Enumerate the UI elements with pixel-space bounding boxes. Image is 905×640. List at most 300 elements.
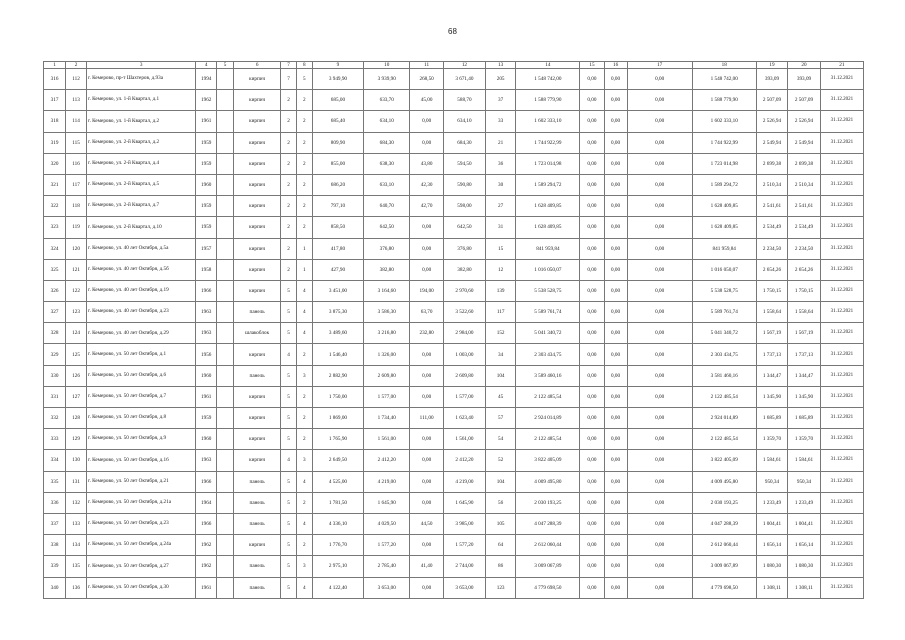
residents-cell: 21	[485, 132, 515, 153]
wall-material-cell: панель	[234, 365, 281, 386]
total-cost-cell: 1 628 409,85	[692, 196, 756, 217]
cost-part-2-cell: 0,00	[604, 280, 627, 301]
living-area-cell: 382,80	[364, 259, 410, 280]
cost-per-m2-cell: 1 345,90	[756, 386, 787, 407]
table-row	[44, 153, 864, 174]
cost-per-m2-cell: 1 344,47	[756, 365, 787, 386]
floors-cell: 4	[281, 450, 297, 471]
max-cost-per-m2-cell: 1 567,19	[788, 323, 821, 344]
entrances-cell: 2	[296, 196, 312, 217]
entrances-cell: 4	[296, 280, 312, 301]
table-row	[44, 280, 864, 301]
repair-cost-cell: 2 122 485,54	[516, 386, 580, 407]
col5-cell	[217, 111, 234, 132]
max-cost-per-m2-cell: 2 699,38	[788, 153, 821, 174]
list-number-cell: 126	[66, 365, 87, 386]
list-number-cell: 119	[66, 217, 87, 238]
residents-cell: 205	[485, 69, 515, 90]
cost-part-3-cell: 0,00	[627, 577, 692, 598]
cost-part-1-cell: 0,00	[580, 386, 604, 407]
column-number-row	[44, 62, 864, 69]
nonliving-area-cell: 44,50	[410, 513, 444, 534]
nonliving-area-cell: 0,00	[410, 217, 444, 238]
cost-per-m2-cell: 1 567,19	[756, 323, 787, 344]
cost-part-2-cell: 0,00	[604, 429, 627, 450]
nonliving-area-cell: 0,00	[410, 450, 444, 471]
nonliving-area-cell: 232,80	[410, 323, 444, 344]
col5-cell	[217, 69, 234, 90]
completion-date-cell: 31.12.2021	[820, 365, 863, 386]
wall-material-cell: панель	[234, 577, 281, 598]
completion-date-cell: 31.12.2021	[820, 535, 863, 556]
cost-part-3-cell: 0,00	[627, 344, 692, 365]
list-number-cell: 124	[66, 323, 87, 344]
cost-per-m2-cell: 950,34	[756, 471, 787, 492]
build-year-cell: 1994	[196, 69, 217, 90]
completion-date-cell: 31.12.2021	[820, 492, 863, 513]
cost-per-m2-cell: 1 737,13	[756, 344, 787, 365]
cost-part-1-cell: 0,00	[580, 344, 604, 365]
cost-part-2-cell: 0,00	[604, 323, 627, 344]
list-number-cell: 135	[66, 556, 87, 577]
column-header: 10	[364, 62, 410, 69]
address-cell: г. Кемерово, ул. 50 лет Октября, д.21а	[87, 492, 196, 513]
table-row	[44, 408, 864, 429]
wall-material-cell: панель	[234, 492, 281, 513]
address-cell: г. Кемерово, ул. 50 лет Октября, д.8	[87, 408, 196, 429]
row-number-cell: 327	[44, 302, 66, 323]
completion-date-cell: 31.12.2021	[820, 513, 863, 534]
list-number-cell: 136	[66, 577, 87, 598]
cost-part-2-cell: 0,00	[604, 471, 627, 492]
total-area-cell: 4 525,00	[312, 471, 363, 492]
residential-area-cell: 2 984,00	[443, 323, 485, 344]
total-cost-cell: 1 589 294,72	[692, 174, 756, 195]
total-area-cell: 685,00	[312, 90, 363, 111]
column-header: 4	[196, 62, 217, 69]
table-row	[44, 386, 864, 407]
residential-area-cell: 634,10	[443, 111, 485, 132]
address-cell: г. Кемерово, ул. 2-й Квартал, д.4	[87, 153, 196, 174]
column-header: 11	[410, 62, 444, 69]
repair-cost-cell: 2 303 434,75	[516, 344, 580, 365]
list-number-cell: 123	[66, 302, 87, 323]
max-cost-per-m2-cell: 1 308,11	[788, 577, 821, 598]
list-number-cell: 120	[66, 238, 87, 259]
build-year-cell: 1961	[196, 386, 217, 407]
entrances-cell: 5	[296, 69, 312, 90]
total-area-cell: 1 869,00	[312, 408, 363, 429]
col5-cell	[217, 280, 234, 301]
cost-part-2-cell: 0,00	[604, 132, 627, 153]
cost-per-m2-cell: 2 234,50	[756, 238, 787, 259]
row-number-cell: 340	[44, 577, 66, 598]
address-cell: г. Кемерово, ул. 50 лет Октября, д.16	[87, 450, 196, 471]
address-cell: г. Кемерово, ул. 2-й Квартал, д.7	[87, 196, 196, 217]
cost-part-2-cell: 0,00	[604, 344, 627, 365]
total-cost-cell: 3 009 067,89	[692, 556, 756, 577]
max-cost-per-m2-cell: 1 584,61	[788, 450, 821, 471]
col5-cell	[217, 556, 234, 577]
build-year-cell: 1959	[196, 408, 217, 429]
total-cost-cell: 1 548 742,00	[692, 69, 756, 90]
completion-date-cell: 31.12.2021	[820, 238, 863, 259]
address-cell: г. Кемерово, ул. 50 лет Октября, д.27	[87, 556, 196, 577]
completion-date-cell: 31.12.2021	[820, 323, 863, 344]
wall-material-cell: кирпич	[234, 238, 281, 259]
cost-part-2-cell: 0,00	[604, 69, 627, 90]
total-area-cell: 686,20	[312, 174, 363, 195]
build-year-cell: 1966	[196, 280, 217, 301]
residential-area-cell: 1 561,00	[443, 429, 485, 450]
wall-material-cell: кирпич	[234, 429, 281, 450]
column-header: 15	[580, 62, 604, 69]
cost-part-3-cell: 0,00	[627, 238, 692, 259]
total-area-cell: 3 875,30	[312, 302, 363, 323]
repair-cost-cell: 4 009 495,80	[516, 471, 580, 492]
residents-cell: 139	[485, 280, 515, 301]
floors-cell: 4	[281, 344, 297, 365]
residential-area-cell: 642,50	[443, 217, 485, 238]
wall-material-cell: панель	[234, 556, 281, 577]
col5-cell	[217, 196, 234, 217]
page-number: 68	[448, 27, 457, 36]
cost-part-3-cell: 0,00	[627, 408, 692, 429]
repair-cost-cell: 1 628 409,85	[516, 196, 580, 217]
address-cell: г. Кемерово, ул. 50 лет Октября, д.6	[87, 365, 196, 386]
residential-area-cell: 594,50	[443, 153, 485, 174]
cost-per-m2-cell: 1 685,89	[756, 408, 787, 429]
floors-cell: 5	[281, 513, 297, 534]
column-header: 8	[296, 62, 312, 69]
address-cell: г. Кемерово, ул. 50 лет Октября, д.23	[87, 513, 196, 534]
repair-cost-cell: 2 612 060,44	[516, 535, 580, 556]
cost-part-2-cell: 0,00	[604, 196, 627, 217]
wall-material-cell: кирпич	[234, 217, 281, 238]
list-number-cell: 129	[66, 429, 87, 450]
wall-material-cell: кирпич	[234, 69, 281, 90]
repair-cost-cell: 841 959,84	[516, 238, 580, 259]
total-area-cell: 3 949,90	[312, 69, 363, 90]
build-year-cell: 1962	[196, 556, 217, 577]
address-cell: г. Кемерово, ул. 40 лет Октября, д.23	[87, 302, 196, 323]
list-number-cell: 116	[66, 153, 87, 174]
entrances-cell: 3	[296, 450, 312, 471]
max-cost-per-m2-cell: 1 737,13	[788, 344, 821, 365]
row-number-cell: 335	[44, 471, 66, 492]
living-area-cell: 2 412,20	[364, 450, 410, 471]
residential-area-cell: 3 522,60	[443, 302, 485, 323]
completion-date-cell: 31.12.2021	[820, 69, 863, 90]
completion-date-cell: 31.12.2021	[820, 408, 863, 429]
total-cost-cell: 1 723 014,98	[692, 153, 756, 174]
floors-cell: 5	[281, 492, 297, 513]
cost-part-3-cell: 0,00	[627, 259, 692, 280]
total-cost-cell: 5 589 761,74	[692, 302, 756, 323]
nonliving-area-cell: 0,00	[410, 111, 444, 132]
total-cost-cell: 3 822 405,09	[692, 450, 756, 471]
wall-material-cell: кирпич	[234, 535, 281, 556]
cost-per-m2-cell: 1 233,49	[756, 492, 787, 513]
table-row	[44, 259, 864, 280]
col5-cell	[217, 429, 234, 450]
table-row	[44, 429, 864, 450]
completion-date-cell: 31.12.2021	[820, 132, 863, 153]
repair-cost-cell: 1 016 050,07	[516, 259, 580, 280]
residents-cell: 27	[485, 196, 515, 217]
nonliving-area-cell: 0,00	[410, 386, 444, 407]
nonliving-area-cell: 42,70	[410, 196, 444, 217]
cost-part-3-cell: 0,00	[627, 535, 692, 556]
entrances-cell: 2	[296, 217, 312, 238]
repair-cost-cell: 5 589 761,74	[516, 302, 580, 323]
cost-per-m2-cell: 2 699,38	[756, 153, 787, 174]
completion-date-cell: 31.12.2021	[820, 90, 863, 111]
residents-cell: 31	[485, 217, 515, 238]
wall-material-cell: кирпич	[234, 386, 281, 407]
address-cell: г. Кемерово, пр-т Шахтеров, д.93а	[87, 69, 196, 90]
nonliving-area-cell: 42,30	[410, 174, 444, 195]
max-cost-per-m2-cell: 1 359,70	[788, 429, 821, 450]
entrances-cell: 4	[296, 471, 312, 492]
entrances-cell: 2	[296, 535, 312, 556]
total-cost-cell: 2 303 434,75	[692, 344, 756, 365]
col5-cell	[217, 217, 234, 238]
living-area-cell: 4 029,50	[364, 513, 410, 534]
col5-cell	[217, 535, 234, 556]
max-cost-per-m2-cell: 1 080,30	[788, 556, 821, 577]
column-header: 5	[217, 62, 234, 69]
max-cost-per-m2-cell: 2 549,94	[788, 132, 821, 153]
living-area-cell: 2 609,80	[364, 365, 410, 386]
residents-cell: 34	[485, 344, 515, 365]
cost-part-1-cell: 0,00	[580, 323, 604, 344]
build-year-cell: 1959	[196, 132, 217, 153]
col5-cell	[217, 259, 234, 280]
col5-cell	[217, 323, 234, 344]
total-area-cell: 4 122,40	[312, 577, 363, 598]
row-number-cell: 334	[44, 450, 66, 471]
list-number-cell: 115	[66, 132, 87, 153]
cost-per-m2-cell: 2 654,26	[756, 259, 787, 280]
list-number-cell: 117	[66, 174, 87, 195]
cost-per-m2-cell: 1 656,14	[756, 535, 787, 556]
cost-part-3-cell: 0,00	[627, 429, 692, 450]
cost-part-1-cell: 0,00	[580, 365, 604, 386]
row-number-cell: 338	[44, 535, 66, 556]
nonliving-area-cell: 41,40	[410, 556, 444, 577]
nonliving-area-cell: 0,00	[410, 365, 444, 386]
total-cost-cell: 5 538 528,75	[692, 280, 756, 301]
cost-part-2-cell: 0,00	[604, 386, 627, 407]
col5-cell	[217, 492, 234, 513]
total-area-cell: 797,10	[312, 196, 363, 217]
cost-part-3-cell: 0,00	[627, 153, 692, 174]
floors-cell: 2	[281, 259, 297, 280]
max-cost-per-m2-cell: 1 750,15	[788, 280, 821, 301]
column-header: 6	[234, 62, 281, 69]
entrances-cell: 2	[296, 153, 312, 174]
col5-cell	[217, 386, 234, 407]
repair-cost-cell: 3 822 405,09	[516, 450, 580, 471]
col5-cell	[217, 513, 234, 534]
housing-registry-table	[43, 61, 864, 599]
row-number-cell: 326	[44, 280, 66, 301]
address-cell: г. Кемерово, ул. 40 лет Октября, д.29	[87, 323, 196, 344]
col5-cell	[217, 471, 234, 492]
cost-part-3-cell: 0,00	[627, 174, 692, 195]
entrances-cell: 2	[296, 429, 312, 450]
max-cost-per-m2-cell: 2 526,94	[788, 111, 821, 132]
address-cell: г. Кемерово, ул. 1-й Квартал, д.1	[87, 90, 196, 111]
total-cost-cell: 2 122 485,54	[692, 429, 756, 450]
wall-material-cell: шлакоблок	[234, 323, 281, 344]
cost-part-1-cell: 0,00	[580, 577, 604, 598]
wall-material-cell: кирпич	[234, 408, 281, 429]
living-area-cell: 642,50	[364, 217, 410, 238]
col5-cell	[217, 450, 234, 471]
total-cost-cell: 1 744 922,99	[692, 132, 756, 153]
address-cell: г. Кемерово, ул. 2-й Квартал, д.5	[87, 174, 196, 195]
cost-part-2-cell: 0,00	[604, 153, 627, 174]
repair-cost-cell: 1 602 333,10	[516, 111, 580, 132]
cost-part-3-cell: 0,00	[627, 69, 692, 90]
repair-cost-cell: 1 723 014,98	[516, 153, 580, 174]
total-area-cell: 809,90	[312, 132, 363, 153]
living-area-cell: 1 577,00	[364, 386, 410, 407]
total-cost-cell: 2 612 060,44	[692, 535, 756, 556]
floors-cell: 2	[281, 196, 297, 217]
build-year-cell: 1956	[196, 344, 217, 365]
row-number-cell: 333	[44, 429, 66, 450]
entrances-cell: 1	[296, 238, 312, 259]
residential-area-cell: 588,70	[443, 90, 485, 111]
nonliving-area-cell: 0,00	[410, 344, 444, 365]
cost-part-3-cell: 0,00	[627, 492, 692, 513]
total-area-cell: 3 451,00	[312, 280, 363, 301]
wall-material-cell: кирпич	[234, 280, 281, 301]
completion-date-cell: 31.12.2021	[820, 302, 863, 323]
total-area-cell: 3 489,60	[312, 323, 363, 344]
cost-part-1-cell: 0,00	[580, 302, 604, 323]
floors-cell: 2	[281, 90, 297, 111]
row-number-cell: 322	[44, 196, 66, 217]
cost-part-1-cell: 0,00	[580, 513, 604, 534]
total-cost-cell: 5 041 340,72	[692, 323, 756, 344]
cost-per-m2-cell: 2 526,94	[756, 111, 787, 132]
cost-part-2-cell: 0,00	[604, 365, 627, 386]
row-number-cell: 324	[44, 238, 66, 259]
living-area-cell: 633,70	[364, 90, 410, 111]
address-cell: г. Кемерово, ул. 50 лет Октября, д.30	[87, 577, 196, 598]
entrances-cell: 2	[296, 90, 312, 111]
total-area-cell: 1 781,50	[312, 492, 363, 513]
cost-part-1-cell: 0,00	[580, 471, 604, 492]
living-area-cell: 3 216,80	[364, 323, 410, 344]
residential-area-cell: 2 744,00	[443, 556, 485, 577]
residential-area-cell: 590,80	[443, 174, 485, 195]
residents-cell: 33	[485, 111, 515, 132]
cost-per-m2-cell: 1 558,64	[756, 302, 787, 323]
nonliving-area-cell: 194,00	[410, 280, 444, 301]
row-number-cell: 317	[44, 90, 66, 111]
total-cost-cell: 4 009 495,80	[692, 471, 756, 492]
entrances-cell: 4	[296, 323, 312, 344]
cost-part-1-cell: 0,00	[580, 556, 604, 577]
column-header: 12	[443, 62, 485, 69]
total-cost-cell: 4 779 698,50	[692, 577, 756, 598]
total-area-cell: 685,40	[312, 111, 363, 132]
build-year-cell: 1960	[196, 365, 217, 386]
col5-cell	[217, 302, 234, 323]
cost-part-3-cell: 0,00	[627, 323, 692, 344]
total-cost-cell: 1 016 050,07	[692, 259, 756, 280]
residential-area-cell: 3 671,40	[443, 69, 485, 90]
total-cost-cell: 4 047 288,39	[692, 513, 756, 534]
entrances-cell: 2	[296, 111, 312, 132]
nonliving-area-cell: 63,70	[410, 302, 444, 323]
cost-per-m2-cell: 1 308,11	[756, 577, 787, 598]
table-row	[44, 577, 864, 598]
nonliving-area-cell: 0,00	[410, 132, 444, 153]
cost-part-3-cell: 0,00	[627, 556, 692, 577]
nonliving-area-cell: 0,00	[410, 238, 444, 259]
cost-part-2-cell: 0,00	[604, 174, 627, 195]
repair-cost-cell: 1 744 922,99	[516, 132, 580, 153]
row-number-cell: 328	[44, 323, 66, 344]
nonliving-area-cell: 268,50	[410, 69, 444, 90]
list-number-cell: 125	[66, 344, 87, 365]
build-year-cell: 1959	[196, 153, 217, 174]
build-year-cell: 1960	[196, 174, 217, 195]
build-year-cell: 1959	[196, 196, 217, 217]
cost-part-1-cell: 0,00	[580, 259, 604, 280]
total-area-cell: 1 776,70	[312, 535, 363, 556]
repair-cost-cell: 3 589 460,16	[516, 365, 580, 386]
column-header: 1	[44, 62, 66, 69]
living-area-cell: 640,70	[364, 196, 410, 217]
entrances-cell: 4	[296, 302, 312, 323]
total-cost-cell: 3 581 460,16	[692, 365, 756, 386]
cost-part-2-cell: 0,00	[604, 302, 627, 323]
build-year-cell: 1958	[196, 259, 217, 280]
row-number-cell: 319	[44, 132, 66, 153]
max-cost-per-m2-cell: 2 534,49	[788, 217, 821, 238]
cost-part-3-cell: 0,00	[627, 90, 692, 111]
residential-area-cell: 684,30	[443, 132, 485, 153]
max-cost-per-m2-cell: 1 233,49	[788, 492, 821, 513]
living-area-cell: 1 734,40	[364, 408, 410, 429]
total-area-cell: 1 765,90	[312, 429, 363, 450]
list-number-cell: 112	[66, 69, 87, 90]
table-row	[44, 217, 864, 238]
living-area-cell: 633,10	[364, 174, 410, 195]
cost-part-3-cell: 0,00	[627, 365, 692, 386]
residential-area-cell: 2 609,80	[443, 365, 485, 386]
table-row	[44, 556, 864, 577]
list-number-cell: 132	[66, 492, 87, 513]
floors-cell: 5	[281, 535, 297, 556]
completion-date-cell: 31.12.2021	[820, 344, 863, 365]
residential-area-cell: 1 623,40	[443, 408, 485, 429]
cost-per-m2-cell: 1 359,70	[756, 429, 787, 450]
residents-cell: 104	[485, 365, 515, 386]
nonliving-area-cell: 0,00	[410, 577, 444, 598]
cost-part-1-cell: 0,00	[580, 408, 604, 429]
living-area-cell: 1 561,00	[364, 429, 410, 450]
floors-cell: 5	[281, 577, 297, 598]
column-header: 2	[66, 62, 87, 69]
